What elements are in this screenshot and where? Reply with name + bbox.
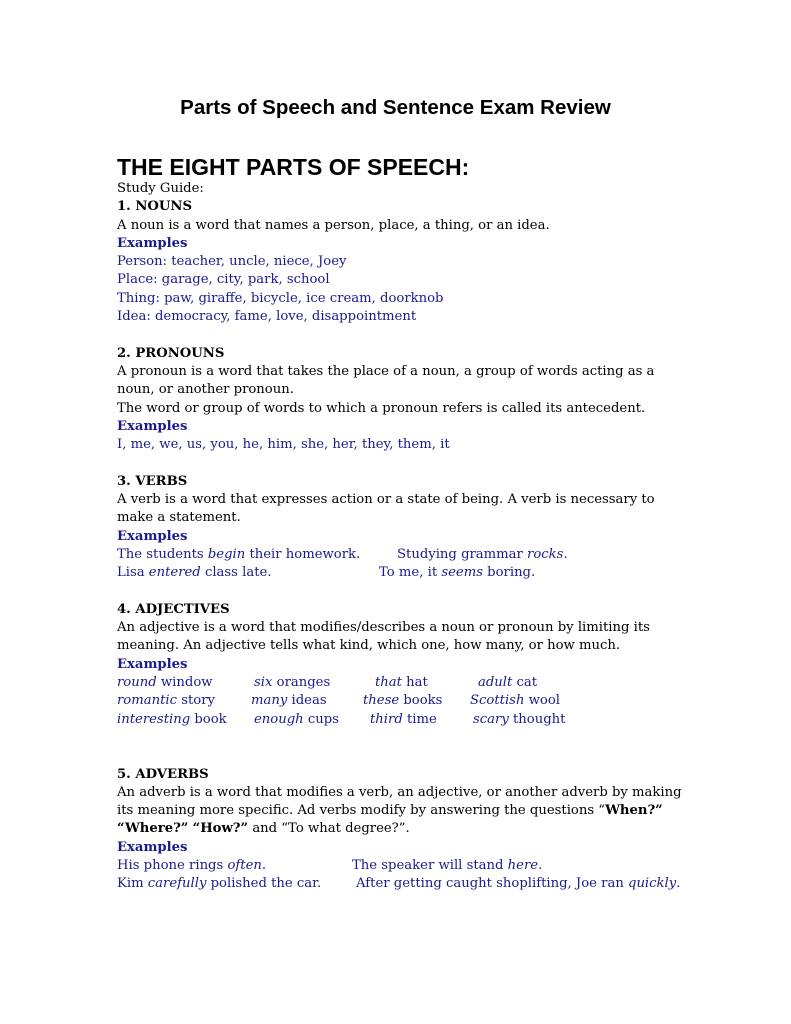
adjective-example: third time	[370, 711, 437, 727]
adverbs-definition-3: “Where?” “How?” and “To what degree?”.	[117, 821, 410, 837]
adjective-example: these books	[363, 693, 443, 709]
verbs-example-row	[117, 546, 677, 564]
pronouns-heading: 2. PRONOUNS	[117, 345, 225, 361]
adjective-example: Scottish wool	[470, 693, 561, 709]
study-guide-label: Study Guide:	[117, 181, 204, 196]
verbs-example-3: Lisa entered class late.	[117, 565, 272, 581]
adjective-example: adult cat	[478, 675, 538, 691]
nouns-heading: 1. NOUNS	[117, 199, 192, 215]
adjectives-heading: 4. ADJECTIVES	[117, 601, 230, 617]
adjectives-example-row	[117, 674, 677, 692]
pronouns-definition-3: The word or group of words to which a pronoun refers is called its antecedent.	[117, 400, 646, 416]
adjective-example: interesting book	[117, 711, 227, 727]
adjectives-definition-1: An adjective is a word that modifies/describes a noun or pronoun by limiting its	[117, 620, 650, 636]
page-title: Parts of Speech and Sentence Exam Review	[180, 96, 611, 119]
pronouns-definition-1: A pronoun is a word that takes the place of a noun, a group of words acting as a	[117, 363, 655, 379]
adjectives-definition-2: meaning. An adjective tells what kind, which one, how many, or how much.	[117, 638, 621, 654]
document-body	[117, 180, 682, 894]
adverbs-example-row	[117, 875, 681, 893]
pronouns-definition-2: noun, or another pronoun.	[117, 382, 294, 398]
verbs-example-row	[117, 564, 677, 582]
verbs-definition-1: A verb is a word that expresses action or a state of being. A verb is necessary to	[117, 492, 655, 508]
adverbs-example-4: After getting caught shoplifting, Joe ran quickly.	[356, 876, 681, 892]
adverbs-example-3: Kim carefully polished the car.	[117, 876, 322, 892]
section-heading: THE EIGHT PARTS OF SPEECH:	[117, 154, 470, 180]
verbs-heading: 3. VERBS	[117, 473, 188, 489]
pronouns-examples: I, me, we, us, you, he, him, she, her, they, them, it	[117, 437, 450, 453]
adverbs-example-row	[117, 857, 677, 875]
adverbs-heading: 5. ADVERBS	[117, 766, 209, 782]
verbs-example-2: Studying grammar rocks.	[397, 546, 568, 562]
adjective-example: round window	[117, 675, 213, 691]
verbs-example-4: To me, it seems boring.	[379, 565, 536, 581]
adverbs-example-2: The speaker will stand here.	[352, 857, 543, 873]
adjective-example: many ideas	[251, 693, 327, 709]
adjective-example: enough cups	[254, 711, 339, 727]
verbs-example-1: The students begin their homework.	[117, 546, 361, 562]
nouns-examples-label: Examples	[117, 235, 188, 251]
adjective-example: that hat	[375, 675, 428, 691]
adjectives-example-row	[117, 692, 677, 710]
nouns-example-person: Person: teacher, uncle, niece, Joey	[117, 254, 347, 270]
nouns-definition: A noun is a word that names a person, place, a thing, or an idea.	[117, 217, 550, 233]
pronouns-examples-label: Examples	[117, 418, 188, 434]
adverbs-example-1: His phone rings often.	[117, 857, 267, 873]
nouns-example-idea: Idea: democracy, fame, love, disappointment	[117, 309, 417, 325]
verbs-definition-2: make a statement.	[117, 510, 241, 526]
adverbs-definition-2: its meaning more specific. Ad verbs modify by answering the questions “When?”	[117, 803, 663, 819]
adverbs-definition-1: An adverb is a word that modifies a verb, an adjective, or another adverb by making	[117, 784, 682, 800]
adverbs-examples-label: Examples	[117, 839, 188, 855]
adjective-example: scary thought	[473, 711, 566, 727]
adjectives-examples-label: Examples	[117, 656, 188, 672]
nouns-example-thing: Thing: paw, giraffe, bicycle, ice cream, doorknob	[117, 290, 444, 306]
adjective-example: romantic story	[117, 693, 215, 709]
adjectives-example-row	[117, 711, 677, 729]
nouns-example-place: Place: garage, city, park, school	[117, 272, 330, 288]
adjective-example: six oranges	[254, 675, 331, 691]
verbs-examples-label: Examples	[117, 528, 188, 544]
